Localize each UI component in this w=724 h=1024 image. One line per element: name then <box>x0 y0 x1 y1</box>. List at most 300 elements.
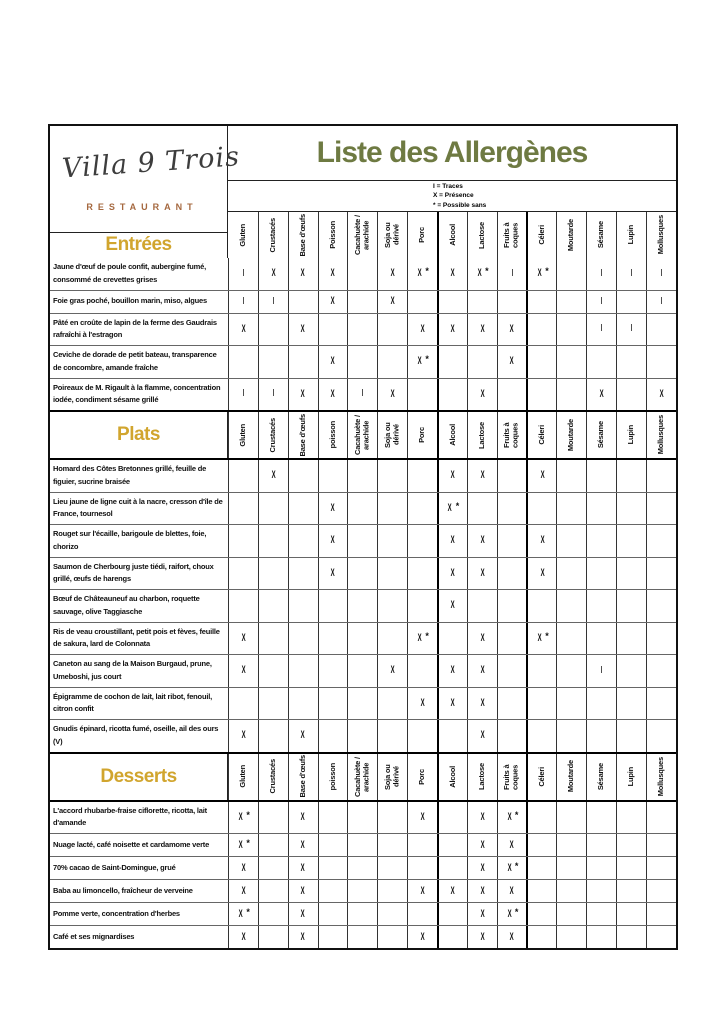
allergen-column-label: Moutarde <box>566 760 576 793</box>
presence-mark: X <box>480 810 485 823</box>
trace-mark: I <box>660 295 663 307</box>
mark-cell <box>497 802 527 834</box>
dish-name: Baba au limoncello, fraîcheur de verveine <box>53 885 193 895</box>
allergen-column-header <box>437 412 467 458</box>
mark-cell <box>556 493 586 525</box>
allergen-column-label: Fruits à coques <box>502 222 521 248</box>
mark-cell <box>646 314 676 346</box>
mark-cell <box>646 590 676 622</box>
trace-mark: I <box>242 388 245 400</box>
presence-mark: X <box>301 907 306 920</box>
allergen-column-header <box>377 212 407 258</box>
mark-cell <box>407 926 437 948</box>
mark-cell <box>497 258 527 290</box>
mark-cell <box>467 926 497 948</box>
mark-cell <box>377 558 407 590</box>
section-band <box>50 410 676 460</box>
presence-mark: X <box>420 930 425 943</box>
trace-mark: I <box>600 267 603 279</box>
dish-name: Pâté en croûte de lapin de la ferme des Gaudrais rafraîchi à l'estragon <box>53 317 217 340</box>
mark-cell <box>407 558 437 590</box>
mark-cell <box>556 258 586 290</box>
presence-mark: X <box>390 664 395 677</box>
mark-cell <box>616 802 646 834</box>
possible-sans-mark: * <box>425 354 429 365</box>
mark-cell <box>616 623 646 655</box>
mark-cell <box>497 688 527 720</box>
mark-cell <box>467 688 497 720</box>
mark-cell <box>377 720 407 752</box>
mark-cell <box>526 460 556 492</box>
legend-lines <box>433 182 486 210</box>
table-row <box>50 460 676 492</box>
presence-mark: X <box>241 631 246 644</box>
dish-name: 70% cacao de Saint-Domingue, grué <box>53 862 176 872</box>
mark-cell <box>586 291 616 313</box>
possible-sans-mark: * <box>485 266 489 277</box>
presence-mark: X <box>540 534 545 547</box>
presence-mark: X <box>330 566 335 579</box>
mark-cell <box>377 623 407 655</box>
mark-cell <box>646 258 676 290</box>
mark-cell <box>497 623 527 655</box>
presence-mark: X <box>271 267 276 280</box>
table-body <box>50 258 676 948</box>
presence-mark: X <box>330 387 335 400</box>
mark-cell <box>526 258 556 290</box>
allergen-column-label: Porc <box>417 227 427 243</box>
mark-cell <box>258 880 288 902</box>
presence-mark: X <box>507 810 512 823</box>
dish-name: Homard des Côtes Bretonnes grillé, feuille de figuier, sucrine braisée <box>53 464 207 486</box>
mark-cell <box>646 346 676 378</box>
mark-cell <box>556 590 586 622</box>
allergen-table <box>48 124 678 950</box>
allergen-column-label: Sésame <box>596 221 606 249</box>
mark-cell <box>616 558 646 590</box>
table-row <box>50 313 676 346</box>
mark-cell <box>258 558 288 590</box>
mark-cell <box>467 525 497 557</box>
mark-cell <box>407 720 437 752</box>
mark-cell <box>526 880 556 902</box>
mark-cell <box>228 623 258 655</box>
mark-cell <box>288 525 318 557</box>
mark-cell <box>616 688 646 720</box>
presence-mark: X <box>417 355 422 368</box>
mark-cell <box>258 926 288 948</box>
allergen-column-header <box>556 212 586 258</box>
mark-cell <box>377 346 407 378</box>
allergen-column-header <box>616 754 646 800</box>
mark-cell <box>497 880 527 902</box>
trace-mark: I <box>361 388 364 400</box>
mark-cell <box>616 926 646 948</box>
mark-cell <box>616 379 646 411</box>
presence-mark: X <box>450 884 455 897</box>
presence-mark: X <box>480 664 485 677</box>
mark-cell <box>347 720 377 752</box>
allergen-column-header <box>586 412 616 458</box>
mark-cell <box>407 857 437 879</box>
mark-cell <box>228 720 258 752</box>
mark-cell <box>258 258 288 290</box>
table-row <box>50 654 676 687</box>
mark-cell <box>228 590 258 622</box>
mark-cell <box>437 314 467 346</box>
dish-name: Rouget sur l'écaille, barigoule de blettes, foie, chorizo <box>53 529 207 551</box>
presence-mark: X <box>659 387 664 400</box>
mark-cell <box>467 460 497 492</box>
mark-cell <box>258 688 288 720</box>
allergen-column-header <box>497 212 527 258</box>
possible-sans-mark: * <box>545 266 549 277</box>
presence-mark: X <box>480 838 485 851</box>
mark-cell <box>347 590 377 622</box>
allergen-column-label: Soja ou dérivé <box>383 763 401 790</box>
mark-cell <box>646 903 676 925</box>
mark-cell <box>377 802 407 834</box>
mark-cell <box>258 655 288 687</box>
presence-mark: X <box>241 729 246 742</box>
mark-cell <box>646 493 676 525</box>
presence-mark: X <box>271 469 276 482</box>
mark-cell <box>377 493 407 525</box>
allergen-column-header <box>616 212 646 258</box>
mark-cell <box>467 493 497 525</box>
table-row <box>50 856 676 879</box>
mark-cell <box>228 880 258 902</box>
mark-cell <box>228 802 258 834</box>
presence-mark: X <box>448 501 453 514</box>
possible-sans-mark: * <box>455 500 460 511</box>
restaurant-logo <box>50 126 241 233</box>
mark-cell <box>556 623 586 655</box>
allergen-column-label: Porc <box>417 427 427 443</box>
mark-cell <box>556 525 586 557</box>
mark-cell <box>437 880 467 902</box>
allergen-column-header <box>377 754 407 800</box>
mark-cell <box>646 291 676 313</box>
mark-cell <box>228 379 258 411</box>
presence-mark: X <box>480 907 485 920</box>
mark-cell <box>288 720 318 752</box>
allergen-column-label: Lactose <box>476 763 486 790</box>
trace-mark: I <box>242 267 245 279</box>
mark-cell <box>258 346 288 378</box>
mark-cell <box>288 802 318 834</box>
mark-cell <box>556 903 586 925</box>
presence-mark: X <box>599 387 604 400</box>
presence-mark: X <box>507 861 512 874</box>
presence-mark: X <box>241 664 246 677</box>
table-row <box>50 492 676 525</box>
mark-cell <box>616 291 646 313</box>
mark-cell <box>437 834 467 856</box>
dish-name: Lieu jaune de ligne cuit à la nacre, cresson d'île de France, tournesol <box>53 496 223 519</box>
trace-mark: I <box>600 323 603 335</box>
presence-mark: X <box>450 469 455 482</box>
allergen-column-label: Lupin <box>626 766 636 787</box>
mark-cell <box>347 314 377 346</box>
presence-mark: X <box>537 267 542 280</box>
mark-cell <box>377 590 407 622</box>
allergen-header-row-entrees <box>228 212 676 258</box>
presence-mark: X <box>509 884 515 897</box>
allergen-column-label: Alcool <box>447 765 457 788</box>
allergen-column-label: Mollusques <box>655 756 665 797</box>
mark-cell <box>228 258 258 290</box>
table-row <box>50 925 676 948</box>
allergen-column-label: Crustacés <box>267 217 277 253</box>
allergen-column-header <box>556 412 586 458</box>
mark-cell <box>318 379 348 411</box>
presence-mark: X <box>420 696 425 709</box>
mark-cell <box>526 291 556 313</box>
mark-cell <box>407 590 437 622</box>
mark-cell <box>646 623 676 655</box>
mark-cell <box>616 903 646 925</box>
mark-cell <box>318 258 348 290</box>
mark-cell <box>347 857 377 879</box>
presence-mark: X <box>480 322 485 335</box>
presence-mark: X <box>450 534 455 547</box>
mark-cell <box>467 720 497 752</box>
mark-cell <box>347 926 377 948</box>
trace-mark: I <box>600 295 603 307</box>
mark-cell <box>526 346 556 378</box>
mark-cell <box>407 623 437 655</box>
mark-cell <box>377 880 407 902</box>
mark-cell <box>467 802 497 834</box>
mark-cell <box>347 493 377 525</box>
presence-mark: X <box>420 322 425 335</box>
mark-cell <box>377 857 407 879</box>
presence-mark: X <box>507 907 512 920</box>
mark-cell <box>407 688 437 720</box>
mark-cell <box>616 258 646 290</box>
mark-cell <box>646 558 676 590</box>
trace-mark: I <box>660 267 663 279</box>
mark-cell <box>437 258 467 290</box>
mark-cell <box>377 291 407 313</box>
mark-cell <box>586 493 616 525</box>
table-header <box>50 126 676 258</box>
mark-cell <box>437 291 467 313</box>
mark-cell <box>437 623 467 655</box>
mark-cell <box>228 493 258 525</box>
mark-cell <box>318 720 348 752</box>
presence-mark: X <box>241 884 246 897</box>
possible-sans-mark: * <box>514 906 519 917</box>
mark-cell <box>407 525 437 557</box>
allergen-column-header <box>288 212 318 258</box>
mark-cell <box>467 558 497 590</box>
mark-cell <box>347 558 377 590</box>
mark-cell <box>586 590 616 622</box>
presence-mark: X <box>480 387 485 400</box>
possible-sans-mark: * <box>246 837 250 848</box>
mark-cell <box>646 688 676 720</box>
mark-cell <box>497 314 527 346</box>
mark-cell <box>497 346 527 378</box>
mark-cell <box>318 903 348 925</box>
mark-cell <box>646 834 676 856</box>
mark-cell <box>586 525 616 557</box>
allergen-column-label: Crustacés <box>267 417 277 453</box>
mark-cell <box>347 903 377 925</box>
mark-cell <box>497 903 527 925</box>
presence-mark: X <box>241 930 246 943</box>
mark-cell <box>526 314 556 346</box>
presence-mark: X <box>509 838 515 851</box>
mark-cell <box>258 834 288 856</box>
mark-cell <box>616 720 646 752</box>
presence-mark: X <box>509 355 515 368</box>
presence-mark: X <box>330 295 335 307</box>
mark-cell <box>347 834 377 856</box>
mark-cell <box>407 379 437 411</box>
mark-cell <box>288 926 318 948</box>
mark-cell <box>437 525 467 557</box>
presence-mark: X <box>450 267 455 280</box>
mark-cell <box>467 623 497 655</box>
allergen-column-header <box>556 754 586 800</box>
mark-cell <box>437 346 467 378</box>
mark-cell <box>586 802 616 834</box>
allergen-column-header <box>258 212 288 258</box>
presence-mark: X <box>480 534 485 547</box>
mark-cell <box>377 379 407 411</box>
mark-cell <box>586 834 616 856</box>
mark-cell <box>347 623 377 655</box>
presence-mark: X <box>390 295 395 307</box>
mark-cell <box>497 857 527 879</box>
mark-cell <box>347 291 377 313</box>
mark-cell <box>586 926 616 948</box>
mark-cell <box>586 346 616 378</box>
mark-cell <box>586 655 616 687</box>
mark-cell <box>646 655 676 687</box>
allergen-column-header <box>288 412 318 458</box>
allergen-column-header <box>228 412 258 458</box>
mark-cell <box>586 623 616 655</box>
mark-cell <box>556 834 586 856</box>
mark-cell <box>377 688 407 720</box>
dish-name: Ceviche de dorade de petit bateau, transparence de concombre, amande fraîche <box>53 350 217 372</box>
mark-cell <box>258 857 288 879</box>
mark-cell <box>288 688 318 720</box>
allergen-column-header <box>258 412 288 458</box>
presence-mark: X <box>480 469 485 482</box>
possible-sans-mark: * <box>545 630 549 641</box>
dish-name: L'accord rhubarbe-fraise ciflorette, ricotta, lait d'amande <box>53 805 207 828</box>
mark-cell <box>288 379 318 411</box>
allergen-column-header <box>526 412 556 458</box>
possible-sans-mark: * <box>514 860 519 871</box>
table-row <box>50 833 676 856</box>
mark-cell <box>526 688 556 720</box>
mark-cell <box>258 291 288 313</box>
mark-cell <box>228 558 258 590</box>
dish-name: Saumon de Cherbourg juste tiédi, raifort, choux grillé, œufs de harengs <box>53 561 214 584</box>
presence-mark: X <box>238 907 243 920</box>
presence-mark: X <box>450 566 455 579</box>
mark-cell <box>318 493 348 525</box>
mark-cell <box>407 291 437 313</box>
trace-mark: I <box>600 664 603 676</box>
allergen-column-label: Lupin <box>626 225 636 245</box>
logo-name: Villa 9 Trois <box>61 141 241 185</box>
mark-cell <box>407 460 437 492</box>
mark-cell <box>228 346 258 378</box>
table-row <box>50 258 676 290</box>
legend-box <box>228 181 676 212</box>
allergen-column-header <box>646 212 676 258</box>
presence-mark: X <box>390 387 395 400</box>
mark-cell <box>258 314 288 346</box>
presence-mark: X <box>301 884 306 897</box>
mark-cell <box>437 590 467 622</box>
table-row <box>50 589 676 622</box>
mark-cell <box>437 655 467 687</box>
mark-cell <box>646 880 676 902</box>
allergen-column-header <box>526 754 556 800</box>
mark-cell <box>586 460 616 492</box>
mark-cell <box>318 525 348 557</box>
mark-cell <box>556 346 586 378</box>
allergen-column-header <box>646 412 676 458</box>
header-right-column <box>228 126 676 258</box>
allergen-column-header <box>437 212 467 258</box>
mark-cell <box>616 346 646 378</box>
mark-cell <box>556 314 586 346</box>
dish-name: Pomme verte, concentration d'herbes <box>53 908 180 918</box>
mark-cell <box>347 346 377 378</box>
allergen-column-header <box>288 754 318 800</box>
allergen-column-header <box>258 754 288 800</box>
possible-sans-mark: * <box>425 630 429 641</box>
mark-cell <box>467 291 497 313</box>
mark-cell <box>228 834 258 856</box>
table-row <box>50 524 676 557</box>
mark-cell <box>407 834 437 856</box>
mark-cell <box>556 291 586 313</box>
mark-cell <box>526 926 556 948</box>
mark-cell <box>526 720 556 752</box>
mark-cell <box>228 857 258 879</box>
mark-cell <box>497 379 527 411</box>
mark-cell <box>318 688 348 720</box>
allergen-column-header <box>318 212 348 258</box>
presence-mark: X <box>450 322 455 335</box>
mark-cell <box>318 590 348 622</box>
presence-mark: X <box>330 267 335 280</box>
presence-mark: X <box>480 729 485 742</box>
allergen-column-label: Mollusques <box>655 415 665 455</box>
allergen-column-label: Mollusques <box>655 215 665 255</box>
mark-cell <box>556 655 586 687</box>
trace-mark: I <box>630 267 633 279</box>
mark-cell <box>497 590 527 622</box>
mark-cell <box>288 460 318 492</box>
mark-cell <box>288 493 318 525</box>
mark-cell <box>586 558 616 590</box>
mark-cell <box>318 880 348 902</box>
mark-cell <box>616 834 646 856</box>
presence-mark: X <box>330 534 335 547</box>
mark-cell <box>288 834 318 856</box>
